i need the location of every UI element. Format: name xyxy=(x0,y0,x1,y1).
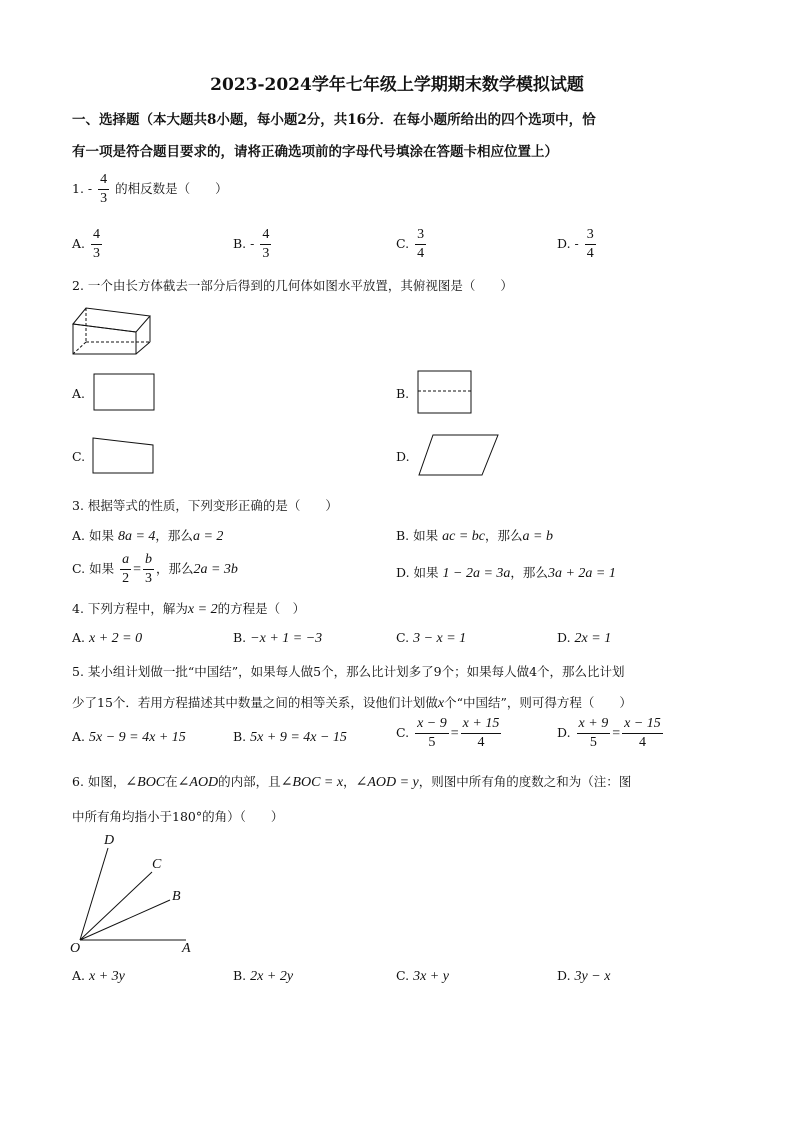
equation: 2x = 1 xyxy=(574,631,612,646)
label-o: O xyxy=(70,941,81,956)
stem-text: 的内部，且 xyxy=(218,774,281,789)
page-title: 2023-2024学年七年级上学期期末数学模拟试题 xyxy=(210,75,584,95)
q6-option-b[interactable] xyxy=(233,968,293,985)
rectangle xyxy=(94,374,154,410)
variable: x xyxy=(437,696,445,711)
equation: x = 2 xyxy=(187,602,218,617)
stem-text: ，则图中所有角的度数之和为（注：图 xyxy=(418,774,632,789)
question-2-stem: 2. 一个由长方体截去一部分后得到的几何体如图水平放置，其俯视图是（ ） xyxy=(72,278,513,293)
equation: 3 − x = 1 xyxy=(413,631,467,646)
question-6-line2: 中所有角均指小于180°的角）（ ） xyxy=(72,809,284,824)
numerator: 4 xyxy=(98,173,109,190)
ray-ob xyxy=(80,900,170,940)
option-label: A. xyxy=(72,236,86,251)
question-5-line1: 5. 某小组计划做一批“中国结”，如果每人做5个，那么比计划多了9个；如果每人做4个，那么比计划 xyxy=(72,664,625,679)
q2-option-d-figure[interactable] xyxy=(417,434,501,478)
fraction xyxy=(622,717,663,750)
denominator: 5 xyxy=(428,735,436,750)
numerator: a xyxy=(120,553,131,570)
equals-sign: = xyxy=(450,726,459,741)
q1-option-a[interactable] xyxy=(72,228,104,261)
option-label: A. xyxy=(72,968,86,983)
equation: 1 − 2a = 3a xyxy=(442,566,511,581)
equation: 5x − 9 = 4x + 15 xyxy=(89,730,186,745)
fraction xyxy=(415,228,426,261)
question-4-stem xyxy=(72,599,305,618)
equation: 8a = 4 xyxy=(117,529,156,544)
q3-option-d[interactable] xyxy=(396,563,616,582)
fraction xyxy=(260,228,271,261)
fraction xyxy=(585,228,596,261)
numerator: x + 9 xyxy=(577,717,611,734)
connector: ，那么 xyxy=(510,565,548,580)
q5-option-a[interactable] xyxy=(72,729,186,746)
denominator: 3 xyxy=(144,571,152,586)
sign: - xyxy=(574,236,579,251)
option-label: D. xyxy=(557,968,571,983)
option-label: C. xyxy=(396,725,410,740)
option-label: D. xyxy=(557,630,571,645)
negative-sign: - xyxy=(87,181,93,196)
fraction xyxy=(415,717,449,750)
denominator: 4 xyxy=(477,735,485,750)
option-label: B. xyxy=(233,968,247,983)
q2-option-b-figure[interactable] xyxy=(417,370,473,416)
section-heading-line1: 一、选择题（本大题共8小题，每小题2分，共16分．在每小题所给出的四个选项中，恰 xyxy=(72,112,596,128)
option-label: B. 如果 xyxy=(396,528,439,543)
q4-option-b[interactable] xyxy=(233,630,322,647)
q2-option-a-label[interactable]: A. xyxy=(72,386,86,401)
question-5-line2 xyxy=(72,693,632,712)
equation: 2a = 3b xyxy=(193,562,238,577)
equation: 5x + 9 = 4x − 15 xyxy=(250,730,347,745)
question-number: 1. xyxy=(72,181,84,196)
equation: x + 2 = 0 xyxy=(89,631,143,646)
numerator: 3 xyxy=(415,228,426,245)
q3-option-b[interactable] xyxy=(396,526,553,545)
bottom-right-edge xyxy=(136,342,150,354)
q1-option-d[interactable] xyxy=(557,228,598,261)
fraction xyxy=(98,173,109,206)
hidden-edge-3 xyxy=(73,342,86,354)
q2-option-d-label[interactable]: D. xyxy=(396,449,410,464)
q4-option-a[interactable] xyxy=(72,630,142,647)
option-label: C. xyxy=(396,968,410,983)
equation: ac = bc xyxy=(442,529,485,544)
numerator: x − 15 xyxy=(622,717,663,734)
q2-option-a-figure[interactable] xyxy=(93,373,157,413)
equation: 3x + y xyxy=(413,969,449,984)
option-label: C. xyxy=(396,236,410,251)
option-label: B. xyxy=(233,236,247,251)
q1-option-b[interactable] xyxy=(233,228,273,261)
section-heading-line2: 有一项是符合题目要求的，请将正确选项前的字母代号填涂在答题卡相应位置上） xyxy=(72,144,558,160)
denominator: 5 xyxy=(589,735,597,750)
denominator: 4 xyxy=(417,246,425,261)
q1-option-c[interactable] xyxy=(396,228,428,261)
fraction xyxy=(143,553,154,586)
angle-expression: ∠BOC = x xyxy=(280,775,344,790)
fraction xyxy=(577,717,611,750)
question-1 xyxy=(72,173,228,206)
numerator: 4 xyxy=(260,228,271,245)
label-a: A xyxy=(182,941,191,956)
equation: −x + 1 = −3 xyxy=(250,631,323,646)
connector: ，那么 xyxy=(155,528,193,543)
equation: 3y − x xyxy=(574,969,611,984)
fraction xyxy=(120,553,131,586)
q3-option-a[interactable] xyxy=(72,526,223,545)
equation: x + 3y xyxy=(89,969,125,984)
q4-option-d[interactable] xyxy=(557,630,611,647)
option-label: D. xyxy=(557,236,571,251)
question-stem: 的相反数是（ ） xyxy=(115,181,228,196)
angle-expression: ∠AOD xyxy=(177,775,219,790)
denominator: 3 xyxy=(262,246,270,261)
q6-option-d[interactable] xyxy=(557,968,610,985)
question-3-stem: 3. 根据等式的性质，下列变形正确的是（ ） xyxy=(72,498,338,513)
numerator: x − 9 xyxy=(415,717,449,734)
q4-option-c[interactable] xyxy=(396,630,466,647)
option-label: D. xyxy=(557,725,571,740)
stem-text: 6. 如图， xyxy=(72,774,126,789)
equation: a = 2 xyxy=(192,529,224,544)
top-face xyxy=(73,308,150,332)
label-c: C xyxy=(152,857,162,872)
stem-text: 个“中国结”，则可得方程（ ） xyxy=(444,695,632,710)
option-label: D. 如果 xyxy=(396,565,439,580)
equals-sign: = xyxy=(612,726,621,741)
question-6-line1 xyxy=(72,772,631,791)
fraction xyxy=(91,228,102,261)
denominator: 4 xyxy=(638,735,646,750)
q3-option-c[interactable] xyxy=(72,553,238,586)
denominator: 3 xyxy=(93,246,100,261)
option-label: A. xyxy=(72,630,86,645)
q2-option-c-label[interactable]: C. xyxy=(72,449,86,464)
q2-option-b-label[interactable]: B. xyxy=(396,386,410,401)
trapezoid xyxy=(93,438,153,473)
connector: ，那么 xyxy=(155,561,194,576)
option-label: B. xyxy=(233,630,247,645)
q5-option-c[interactable] xyxy=(396,717,503,750)
angle-figure xyxy=(66,828,206,956)
solid-figure xyxy=(70,302,152,358)
equation: 3a + 2a = 1 xyxy=(547,566,616,581)
numerator: x + 15 xyxy=(461,717,502,734)
stem-text: 少了15个．若用方程描述其中数量之间的相等关系，设他们计划做 xyxy=(72,695,438,710)
q6-option-a[interactable] xyxy=(72,968,125,985)
label-b: B xyxy=(172,889,181,904)
angle-expression: ∠AOD = y xyxy=(355,775,419,790)
q6-option-c[interactable] xyxy=(396,968,449,985)
option-label: C. xyxy=(396,630,410,645)
connector: ，那么 xyxy=(485,528,523,543)
option-label: C. 如果 xyxy=(72,561,115,576)
angle-expression: ∠BOC xyxy=(125,775,166,790)
option-label: B. xyxy=(233,729,247,744)
rectangle xyxy=(418,371,471,413)
q5-option-d[interactable] xyxy=(557,717,665,750)
denominator: 2 xyxy=(122,571,130,586)
parallelogram xyxy=(419,435,498,475)
numerator: 3 xyxy=(585,228,596,245)
denominator: 3 xyxy=(100,191,108,206)
q5-option-b[interactable] xyxy=(233,729,347,746)
stem-text: ， xyxy=(343,774,356,789)
stem-text: 4. 下列方程中，解为 xyxy=(72,601,188,616)
equals-sign: = xyxy=(133,562,141,577)
option-label: A. 如果 xyxy=(72,528,114,543)
option-label: A. xyxy=(72,729,86,744)
sign: - xyxy=(250,236,255,251)
numerator: b xyxy=(143,553,154,570)
numerator: 4 xyxy=(91,228,102,245)
equation: a = b xyxy=(522,529,553,544)
label-d: D xyxy=(104,833,115,848)
denominator: 4 xyxy=(586,246,594,261)
q2-option-c-figure[interactable] xyxy=(91,437,157,477)
equation: 2x + 2y xyxy=(250,969,294,984)
stem-text: 的方程是（ ） xyxy=(217,601,306,616)
fraction xyxy=(461,717,502,750)
stem-text: 在 xyxy=(165,774,178,789)
